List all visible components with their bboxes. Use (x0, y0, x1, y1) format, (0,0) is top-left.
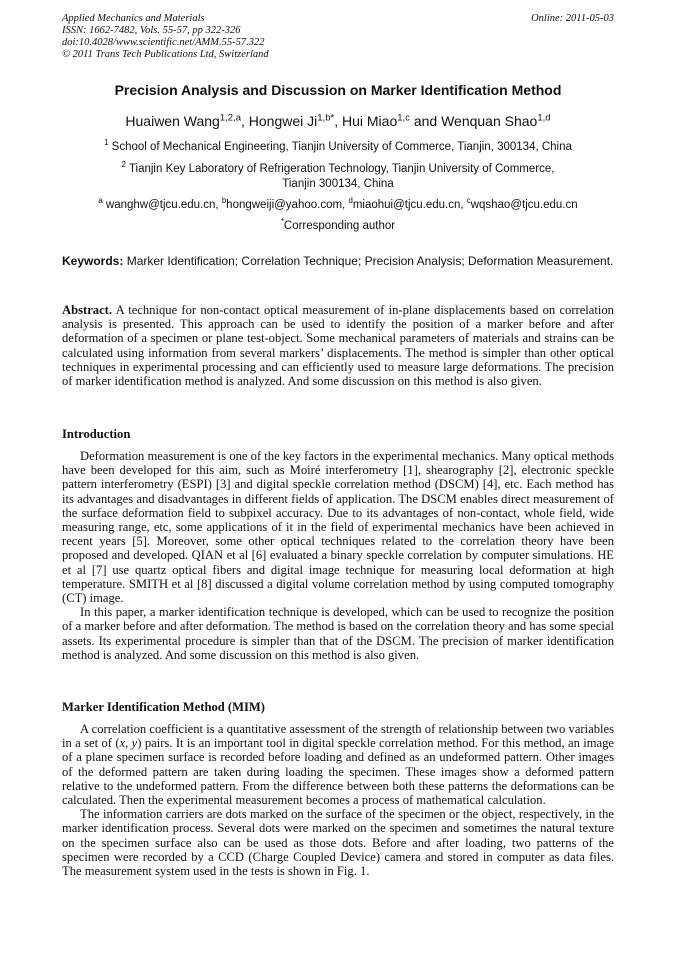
text-run: A correlation coefficient is a quantitative assessment of the strength of relationship between two variables in a set of ( (62, 722, 614, 751)
author-sup: 1,2,a (219, 112, 241, 124)
affiliation-text: Tianjin Key Laboratory of Refrigeration Technology, Tianjin University of Commerce, (128, 163, 555, 175)
journal-name: Applied Mechanics and Materials (62, 13, 205, 24)
author-sep: , (241, 113, 249, 129)
doi-line: doi:10.4028/www.scientific.net/AMM.55-57.322 (62, 37, 265, 48)
text-run: , (125, 736, 132, 751)
email-sup: b (221, 196, 227, 206)
affiliation-text: School of Mechanical Engineering, Tianjin University of Commerce, Tianjin, 300134, China (111, 141, 572, 153)
abstract (62, 303, 614, 388)
author-sup: 1,c (397, 112, 410, 124)
affiliation-sup: 1 (104, 138, 109, 148)
affiliation-text: Tianjin 300134, China (282, 178, 394, 190)
paragraph: The information carriers are dots marked on the surface of the specimen or the object, respectively, in the marker identification process. Several dots were marked on the specimen and sometimes the natural texture on the specimen surface also can be used as those dots. Before and after loading, two patterns of the specimen were recorded by a CCD (Charge Coupled Device) camera and stored in computer as data files. The measurement system used in the tests is shown in Fig. 1. (62, 807, 614, 879)
introduction-body (62, 449, 614, 662)
math-var-x: x (119, 736, 126, 751)
author-name: Wenquan Shao (441, 113, 538, 129)
paragraph: In this paper, a marker identification technique is developed, which can be used to recognize the position of a marker before and after deformation. The method is based on the correlation theory and has some special assets. Its experimental procedure is simpler than that of the DSCM. The precision of marker identification method is analyzed. And some discussion on this method is also given. (62, 605, 614, 662)
corresponding-sup: * (280, 217, 284, 227)
section-heading-introduction: Introduction (62, 427, 131, 441)
email-address: wanghw@tjcu.edu.cn, (105, 199, 222, 211)
section-heading-mim: Marker Identification Method (MIM) (62, 700, 265, 714)
online-date: Online: 2011-05-03 (531, 13, 614, 24)
copyright-line: © 2011 Trans Tech Publications Ltd, Switzerland (62, 49, 269, 60)
keywords (62, 254, 614, 269)
author-sep: and (409, 113, 442, 129)
paragraph: Deformation measurement is one of the key factors in the experimental mechanics. Many optical methods have been developed for this aim, such as Moiré interferometry [1], shearography [2], electronic speckle pattern interferometry (ESPI) [3] and digital speckle correlation method (DSCM) [4], etc. Each method has its advantages and disadvantages in different fields of application. The DSCM enables direct measurement of the surface deformation field to subpixel accuracy. Due to its advantages of non-contact, whole field, wide measuring range, etc, some applications of it in the field of experimental mechanics have been achieved in recent years [5]. Moreover, some other optical techniques related to the correlation theory have been proposed and developed. QIAN et al [6] evaluated a binary speckle correlation by computer simulations. HE et al [7] use quartz optical fibers and digital image technique for measuring local deformation at high temperature. SMITH et al [8] discussed a digital volume correlation method by using computed tomography (CT) image. (62, 449, 615, 606)
affiliation-sup: 2 (121, 160, 126, 170)
keywords-text: Marker Identification; Correlation Technique; Precision Analysis; Deformation Measurement. (126, 254, 614, 268)
abstract-text: A technique for non-contact optical measurement of in-plane displacements based on correlation analysis is presented. This approach can be used to identify the position of a marker before and after deformation of a specimen or plane test-object. Some mechanical parameters of materials and strains can be calculated using information from several markers’ displacements. The method is simpler than other optical techniques in experimental processing and can efficiently used to measure large deformations. The precision of marker identification method is analyzed. And some discussion on this method is also given. (62, 303, 614, 389)
author-name: Hui Miao (341, 113, 398, 129)
email-address: miaohui@tjcu.edu.cn, (352, 199, 467, 211)
author-list (62, 113, 614, 129)
mim-body (62, 722, 614, 878)
author-sep: , (334, 113, 342, 129)
affiliation-1 (62, 140, 614, 155)
author-name: Huaiwen Wang (125, 113, 220, 129)
email-address: wqshao@tjcu.edu.cn (470, 199, 578, 211)
abstract-label: Abstract. (62, 303, 113, 317)
issn-line: ISSN: 1662-7482, Vols. 55-57, pp 322-326 (62, 25, 241, 36)
email-sup: d (348, 196, 353, 206)
email-sup: c (466, 196, 471, 206)
text-run: ) pairs. It is an important tool in digital speckle correlation method. For this method, an image of a plane specimen surface is recorded before loading and defined as an undeformed pattern. Other images of the deformed pattern are taken during loading the specimen. These images show a deformed pattern relative to the undeformed pattern. From the difference between both these patterns the deformations can be calculated. Then the experimental measurement becomes a process of mathematical calculation. (62, 736, 615, 808)
corresponding-text: Corresponding author (283, 220, 396, 232)
email-address: hongweiji@yahoo.com, (226, 199, 349, 211)
author-name: Hongwei Ji (248, 113, 318, 129)
journal-header (62, 13, 614, 61)
author-sup: 1,d (537, 112, 551, 124)
paper-title: Precision Analysis and Discussion on Marker Identification Method (114, 82, 562, 98)
email-sup: a (98, 196, 103, 206)
math-var-y: y (131, 736, 138, 751)
paragraph (62, 722, 614, 807)
keywords-label: Keywords: (62, 254, 124, 268)
author-sup: 1,b* (317, 112, 335, 124)
corresponding-author (62, 219, 614, 234)
affiliation-2 (62, 162, 614, 192)
email-list (62, 198, 614, 213)
